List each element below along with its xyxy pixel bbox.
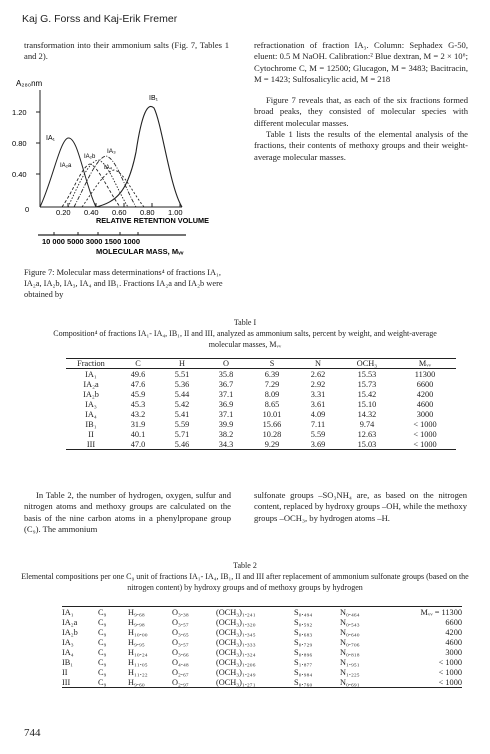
table-cell: IA₂a bbox=[62, 617, 78, 627]
y-ticks bbox=[12, 108, 40, 214]
table-cell: 43.2 bbox=[130, 409, 146, 419]
table-cell: 5.71 bbox=[174, 429, 190, 439]
table-cell: 31.9 bbox=[130, 419, 146, 429]
table-cell: 35.8 bbox=[218, 369, 234, 379]
left-column-intro: transformation into their ammonium salts (Fig. 7, Tables 1 and 2). bbox=[24, 40, 229, 62]
figure-7-chart bbox=[12, 72, 244, 260]
x-tick-label: 0.40 bbox=[84, 208, 99, 217]
table-cell: 3000 bbox=[416, 409, 434, 419]
table-cell: 37.1 bbox=[218, 409, 234, 419]
paragraph-sulfonate: sulfonate groups –SO₃NH₄ are, as based on the nitrogen content, replaced by hydroxy groups –OH, while the methoxy groups –OCH₃, by hydrogen atoms –H. bbox=[254, 490, 467, 523]
table-cell: 4200 bbox=[445, 627, 462, 637]
curve-label: IA₂b bbox=[84, 154, 96, 160]
table-cell: II bbox=[62, 667, 68, 677]
table-cell: O₃.₅₇ bbox=[172, 617, 189, 627]
table1-body bbox=[66, 369, 456, 450]
table-cell: O₂.₆₇ bbox=[172, 667, 189, 677]
table-cell: N₀.₅₄₃ bbox=[340, 617, 360, 627]
figure-caption-continued: refractionation of fraction IA₃. Column: Sephadex G-50, eluent: 0.5 M NaOH. Calibration:² Blue dextran, M = 2 × 10⁶; Cytochrome C, M = 12500; Glucagon, M = 3483; Bacitracin, M = 1423; Sulfosalicylic acid, M = 218 bbox=[254, 40, 468, 84]
table-cell: N₀.₈₁₈ bbox=[340, 647, 360, 657]
mass-axis-title: MOLECULAR MASS, Mᵥᵥ bbox=[96, 247, 184, 256]
table-cell: 5.46 bbox=[174, 439, 190, 449]
table1-header: Mᵥᵥ bbox=[418, 359, 432, 368]
table2-label: Table 2 bbox=[233, 561, 257, 570]
curve-label: IA₂a bbox=[60, 163, 72, 169]
table-cell: IA₂a bbox=[83, 379, 99, 389]
table-cell: S₁.₈₇₇ bbox=[294, 657, 313, 667]
table-cell: 34.3 bbox=[218, 439, 234, 449]
table-cell: C₉ bbox=[98, 657, 107, 667]
table-cell: 15.73 bbox=[357, 379, 377, 389]
table-cell: IA₁ bbox=[62, 607, 74, 617]
table-cell: IB₁ bbox=[85, 419, 97, 429]
table-cell: N₁.₂₂₅ bbox=[340, 667, 360, 677]
table-cell: O₂.₉₇ bbox=[172, 677, 189, 687]
table-cell: O₃.₆₆ bbox=[172, 647, 189, 657]
x-axis-title: RELATIVE RETENTION VOLUME bbox=[96, 216, 209, 225]
table-cell: (OCH₃)₁.₃₂₄ bbox=[216, 647, 256, 657]
table-cell: 36.9 bbox=[218, 399, 234, 409]
table-cell: 9.29 bbox=[264, 439, 280, 449]
table-cell: 5.44 bbox=[174, 389, 190, 399]
table-row bbox=[66, 409, 456, 419]
table-cell: (OCH₃)₁.₃₃₃ bbox=[216, 637, 256, 647]
figure-caption: Figure 7: Molecular mass determinations⁴ of fractions IA₁, IA₂a, IA₂b, IA₃, IA₄ and IB₁. Fractions IA₂a and IA₂b were obtained by bbox=[24, 268, 223, 299]
table-row bbox=[62, 647, 462, 657]
table1-caption: Composition⁴ of fractions IA₁- IA₄, IB₁, II and III, analyzed as ammonium salts, percent by weight, and weight-average molecular masses, Mᵥᵥ bbox=[53, 329, 437, 349]
table-cell: 38.2 bbox=[218, 429, 234, 439]
table-cell: S₀.₈₉₆ bbox=[294, 647, 313, 657]
table1-header: O bbox=[223, 359, 229, 368]
table-cell: O₄.₄₈ bbox=[172, 657, 189, 667]
table1-header: OCH₃ bbox=[356, 359, 378, 368]
table-cell: IB₁ bbox=[62, 657, 74, 667]
table-cell: N₀.₆₄₀ bbox=[340, 627, 360, 637]
table-cell: 8.65 bbox=[264, 399, 280, 409]
table-row bbox=[66, 369, 456, 380]
table-row bbox=[62, 627, 462, 637]
table-row bbox=[62, 617, 462, 627]
table-cell: 45.3 bbox=[130, 399, 146, 409]
table-cell: C₉ bbox=[98, 667, 107, 677]
table-row bbox=[66, 429, 456, 439]
table1-header: N bbox=[315, 359, 321, 368]
table-cell: 45.9 bbox=[130, 389, 146, 399]
table-cell: < 1000 bbox=[438, 657, 462, 667]
table-cell: S₀.₅₉₂ bbox=[294, 617, 313, 627]
curve-label: IA₁ bbox=[46, 135, 55, 142]
table-cell: N₀.₆₉₁ bbox=[340, 677, 360, 687]
table-cell: S₀.₇₆₀ bbox=[294, 677, 313, 687]
table-row bbox=[62, 667, 462, 677]
table-cell: H₁₀.₂₄ bbox=[128, 647, 148, 657]
table-cell: IA₄ bbox=[62, 647, 74, 657]
table-cell: 49.6 bbox=[130, 369, 146, 379]
table-cell: Mᵥᵥ = 11300 bbox=[420, 607, 462, 617]
table-cell: 47.6 bbox=[130, 379, 146, 389]
table-cell: III bbox=[62, 677, 71, 687]
x-tick-label: 0.80 bbox=[140, 208, 155, 217]
table-cell: IA₂b bbox=[83, 389, 99, 399]
table-cell: 2.92 bbox=[310, 379, 326, 389]
paragraph-table2-intro: In Table 2, the number of hydrogen, oxygen, sulfur and nitrogen atoms and methoxy groups are calculated on the basis of the nine carbon atoms in a phenylpropane group (C₉). The ammonium bbox=[24, 490, 231, 534]
table-row bbox=[62, 657, 462, 667]
table-cell: < 1000 bbox=[413, 429, 437, 439]
table-cell: H₉.₉₅ bbox=[128, 637, 145, 647]
table-cell: 6600 bbox=[416, 379, 434, 389]
table-cell: 5.59 bbox=[174, 419, 190, 429]
table-cell: IA₃ bbox=[62, 637, 74, 647]
table1-label: Table I bbox=[233, 318, 257, 327]
table1-header: Fraction bbox=[77, 359, 105, 368]
table-cell: (OCH₃)₁.₂₄₁ bbox=[216, 607, 256, 617]
table-cell: O₃.₅₇ bbox=[172, 637, 189, 647]
table-cell: 5.36 bbox=[174, 379, 190, 389]
table-cell: 15.53 bbox=[357, 369, 377, 379]
table-cell: 15.42 bbox=[357, 389, 377, 399]
table-cell: O₃.₆₅ bbox=[172, 627, 189, 637]
table-cell: 15.03 bbox=[357, 439, 377, 449]
table-cell: 4200 bbox=[416, 389, 434, 399]
table-cell: C₉ bbox=[98, 647, 107, 657]
curve-ia4 bbox=[82, 170, 144, 207]
page-number: 744 bbox=[24, 727, 41, 739]
table-cell: 6.39 bbox=[264, 369, 280, 379]
table-cell: C₉ bbox=[98, 637, 107, 647]
table-cell: 6600 bbox=[445, 617, 462, 627]
x-tick-label: 0.60 bbox=[112, 208, 127, 217]
table-cell: C₉ bbox=[98, 627, 107, 637]
table-cell: < 1000 bbox=[438, 667, 462, 677]
table-cell: 14.32 bbox=[357, 409, 377, 419]
table-cell: (OCH₃)₁.₂₇₁ bbox=[216, 677, 256, 687]
table-cell: (OCH₃)₁.₃₄₅ bbox=[216, 627, 256, 637]
table-cell: < 1000 bbox=[438, 677, 462, 687]
table1 bbox=[66, 358, 456, 452]
paragraph-figure7: Figure 7 reveals that, as each of the six fractions formed broad peaks, they consisted of molecular species with different molecular masses. bbox=[254, 95, 468, 128]
y-tick-label: 1.20 bbox=[12, 108, 27, 117]
table-cell: 7.11 bbox=[310, 419, 326, 429]
table-row bbox=[66, 419, 456, 429]
table-cell: 4600 bbox=[445, 637, 462, 647]
table-row bbox=[66, 379, 456, 389]
table-cell: H₁₁.₀₅ bbox=[128, 657, 148, 667]
x-tick-label: 1.00 bbox=[168, 208, 183, 217]
running-header: Kaj G. Forss and Kaj-Erik Fremer bbox=[22, 13, 178, 25]
x-tick-label: 0.20 bbox=[56, 208, 71, 217]
table-cell: IA₂b bbox=[62, 627, 78, 637]
table-cell: 3.61 bbox=[310, 399, 326, 409]
table-row bbox=[62, 677, 462, 688]
y-axis-title: A₂₈₀nm bbox=[16, 79, 43, 88]
paragraph-table1: Table 1 lists the results of the elemental analysis of the fractions, their contents of methoxy groups and their weight-average molecular masses. bbox=[254, 129, 468, 162]
y-tick-label: 0 bbox=[25, 205, 30, 214]
table-cell: H₉.₉₈ bbox=[128, 617, 145, 627]
table-cell: S₀.₇₂₉ bbox=[294, 637, 313, 647]
table-cell: 8.09 bbox=[264, 389, 280, 399]
table-cell: C₉ bbox=[98, 617, 107, 627]
table-row bbox=[66, 439, 456, 450]
table-row bbox=[66, 399, 456, 409]
table-cell: 39.9 bbox=[218, 419, 234, 429]
curve-label: IA₄ bbox=[104, 165, 113, 171]
table-cell: N₁.₉₅₁ bbox=[340, 657, 360, 667]
table2-caption: Elemental compositions per one C₉ unit of fractions IA₁- IA₄, IB₁, II and III after replacement of ammonium sulfonate groups (based on the nitrogen content) by hydroxy groups and of methoxy groups by hydrogen bbox=[21, 572, 469, 592]
mass-tick-labels: 10 000 5000 3000 1500 1000 bbox=[42, 237, 141, 246]
table-cell: 10.01 bbox=[262, 409, 282, 419]
table-cell: 11300 bbox=[414, 369, 436, 379]
table-cell: 12.63 bbox=[357, 429, 377, 439]
table-row bbox=[66, 389, 456, 399]
table-cell: 47.0 bbox=[130, 439, 146, 449]
table-cell: 3000 bbox=[445, 647, 462, 657]
table-cell: O₃.₃₈ bbox=[172, 607, 189, 617]
table-cell: 10.28 bbox=[262, 429, 282, 439]
table-cell: N₀.₇₀₆ bbox=[340, 637, 360, 647]
table-cell: IA₃ bbox=[85, 399, 97, 409]
table-cell: 7.29 bbox=[264, 379, 280, 389]
table-cell: 15.10 bbox=[357, 399, 377, 409]
table1-header: S bbox=[269, 359, 275, 368]
table-cell: IA₁ bbox=[85, 369, 97, 379]
table-cell: 37.1 bbox=[218, 389, 234, 399]
table-cell: H₉.₆₈ bbox=[128, 607, 145, 617]
table-cell: S₀.₄₉₄ bbox=[294, 607, 313, 617]
table-cell: 36.7 bbox=[218, 379, 234, 389]
table-cell: (OCH₃)₁.₂₄₉ bbox=[216, 667, 256, 677]
table-cell: (OCH₃)₁.₃₂₀ bbox=[216, 617, 256, 627]
table-cell: < 1000 bbox=[413, 419, 437, 429]
table-cell: < 1000 bbox=[413, 439, 437, 449]
table-cell: C₉ bbox=[98, 607, 107, 617]
table1-header: H bbox=[179, 359, 185, 368]
y-tick-label: 0.40 bbox=[12, 170, 27, 179]
table-cell: (OCH₃)₁.₂₀₆ bbox=[216, 657, 256, 667]
table-cell: 5.51 bbox=[174, 369, 190, 379]
table-cell: IA₄ bbox=[85, 409, 97, 419]
table-cell: 3.69 bbox=[310, 439, 326, 449]
table-cell: H₁₀.₀₀ bbox=[128, 627, 148, 637]
table-cell: 5.59 bbox=[310, 429, 326, 439]
table-cell: C₉ bbox=[98, 677, 107, 687]
y-tick-label: 0.80 bbox=[12, 139, 27, 148]
table-cell: H₁₁.₂₂ bbox=[128, 667, 148, 677]
table-cell: H₉.₆₀ bbox=[128, 677, 145, 687]
table-cell: 2.62 bbox=[310, 369, 326, 379]
table-cell: S₀.₆₈₃ bbox=[294, 627, 313, 637]
table-cell: II bbox=[88, 429, 94, 439]
table-cell: S₀.₉₈₄ bbox=[294, 667, 313, 677]
table-cell: 3.31 bbox=[310, 389, 326, 399]
table2-body bbox=[62, 607, 462, 688]
table-cell: N₀.₄₆₄ bbox=[340, 607, 360, 617]
table-cell: 15.66 bbox=[262, 419, 282, 429]
table-cell: 5.42 bbox=[174, 399, 190, 409]
table-cell: 4.09 bbox=[310, 409, 326, 419]
table-cell: III bbox=[86, 439, 96, 449]
table-cell: 40.1 bbox=[130, 429, 146, 439]
table1-header: C bbox=[135, 359, 141, 368]
curve-label: IA₃ bbox=[107, 148, 116, 155]
table-cell: 5.41 bbox=[174, 409, 190, 419]
table-row bbox=[62, 607, 462, 618]
curve-ib1 bbox=[96, 106, 182, 207]
table-cell: 9.74 bbox=[359, 419, 375, 429]
table-row bbox=[62, 637, 462, 647]
curve-label: IB₁ bbox=[149, 95, 158, 102]
table1-header-row bbox=[66, 359, 456, 369]
table-cell: 4600 bbox=[416, 399, 434, 409]
table2 bbox=[62, 606, 462, 690]
right-column-intro bbox=[254, 40, 468, 163]
